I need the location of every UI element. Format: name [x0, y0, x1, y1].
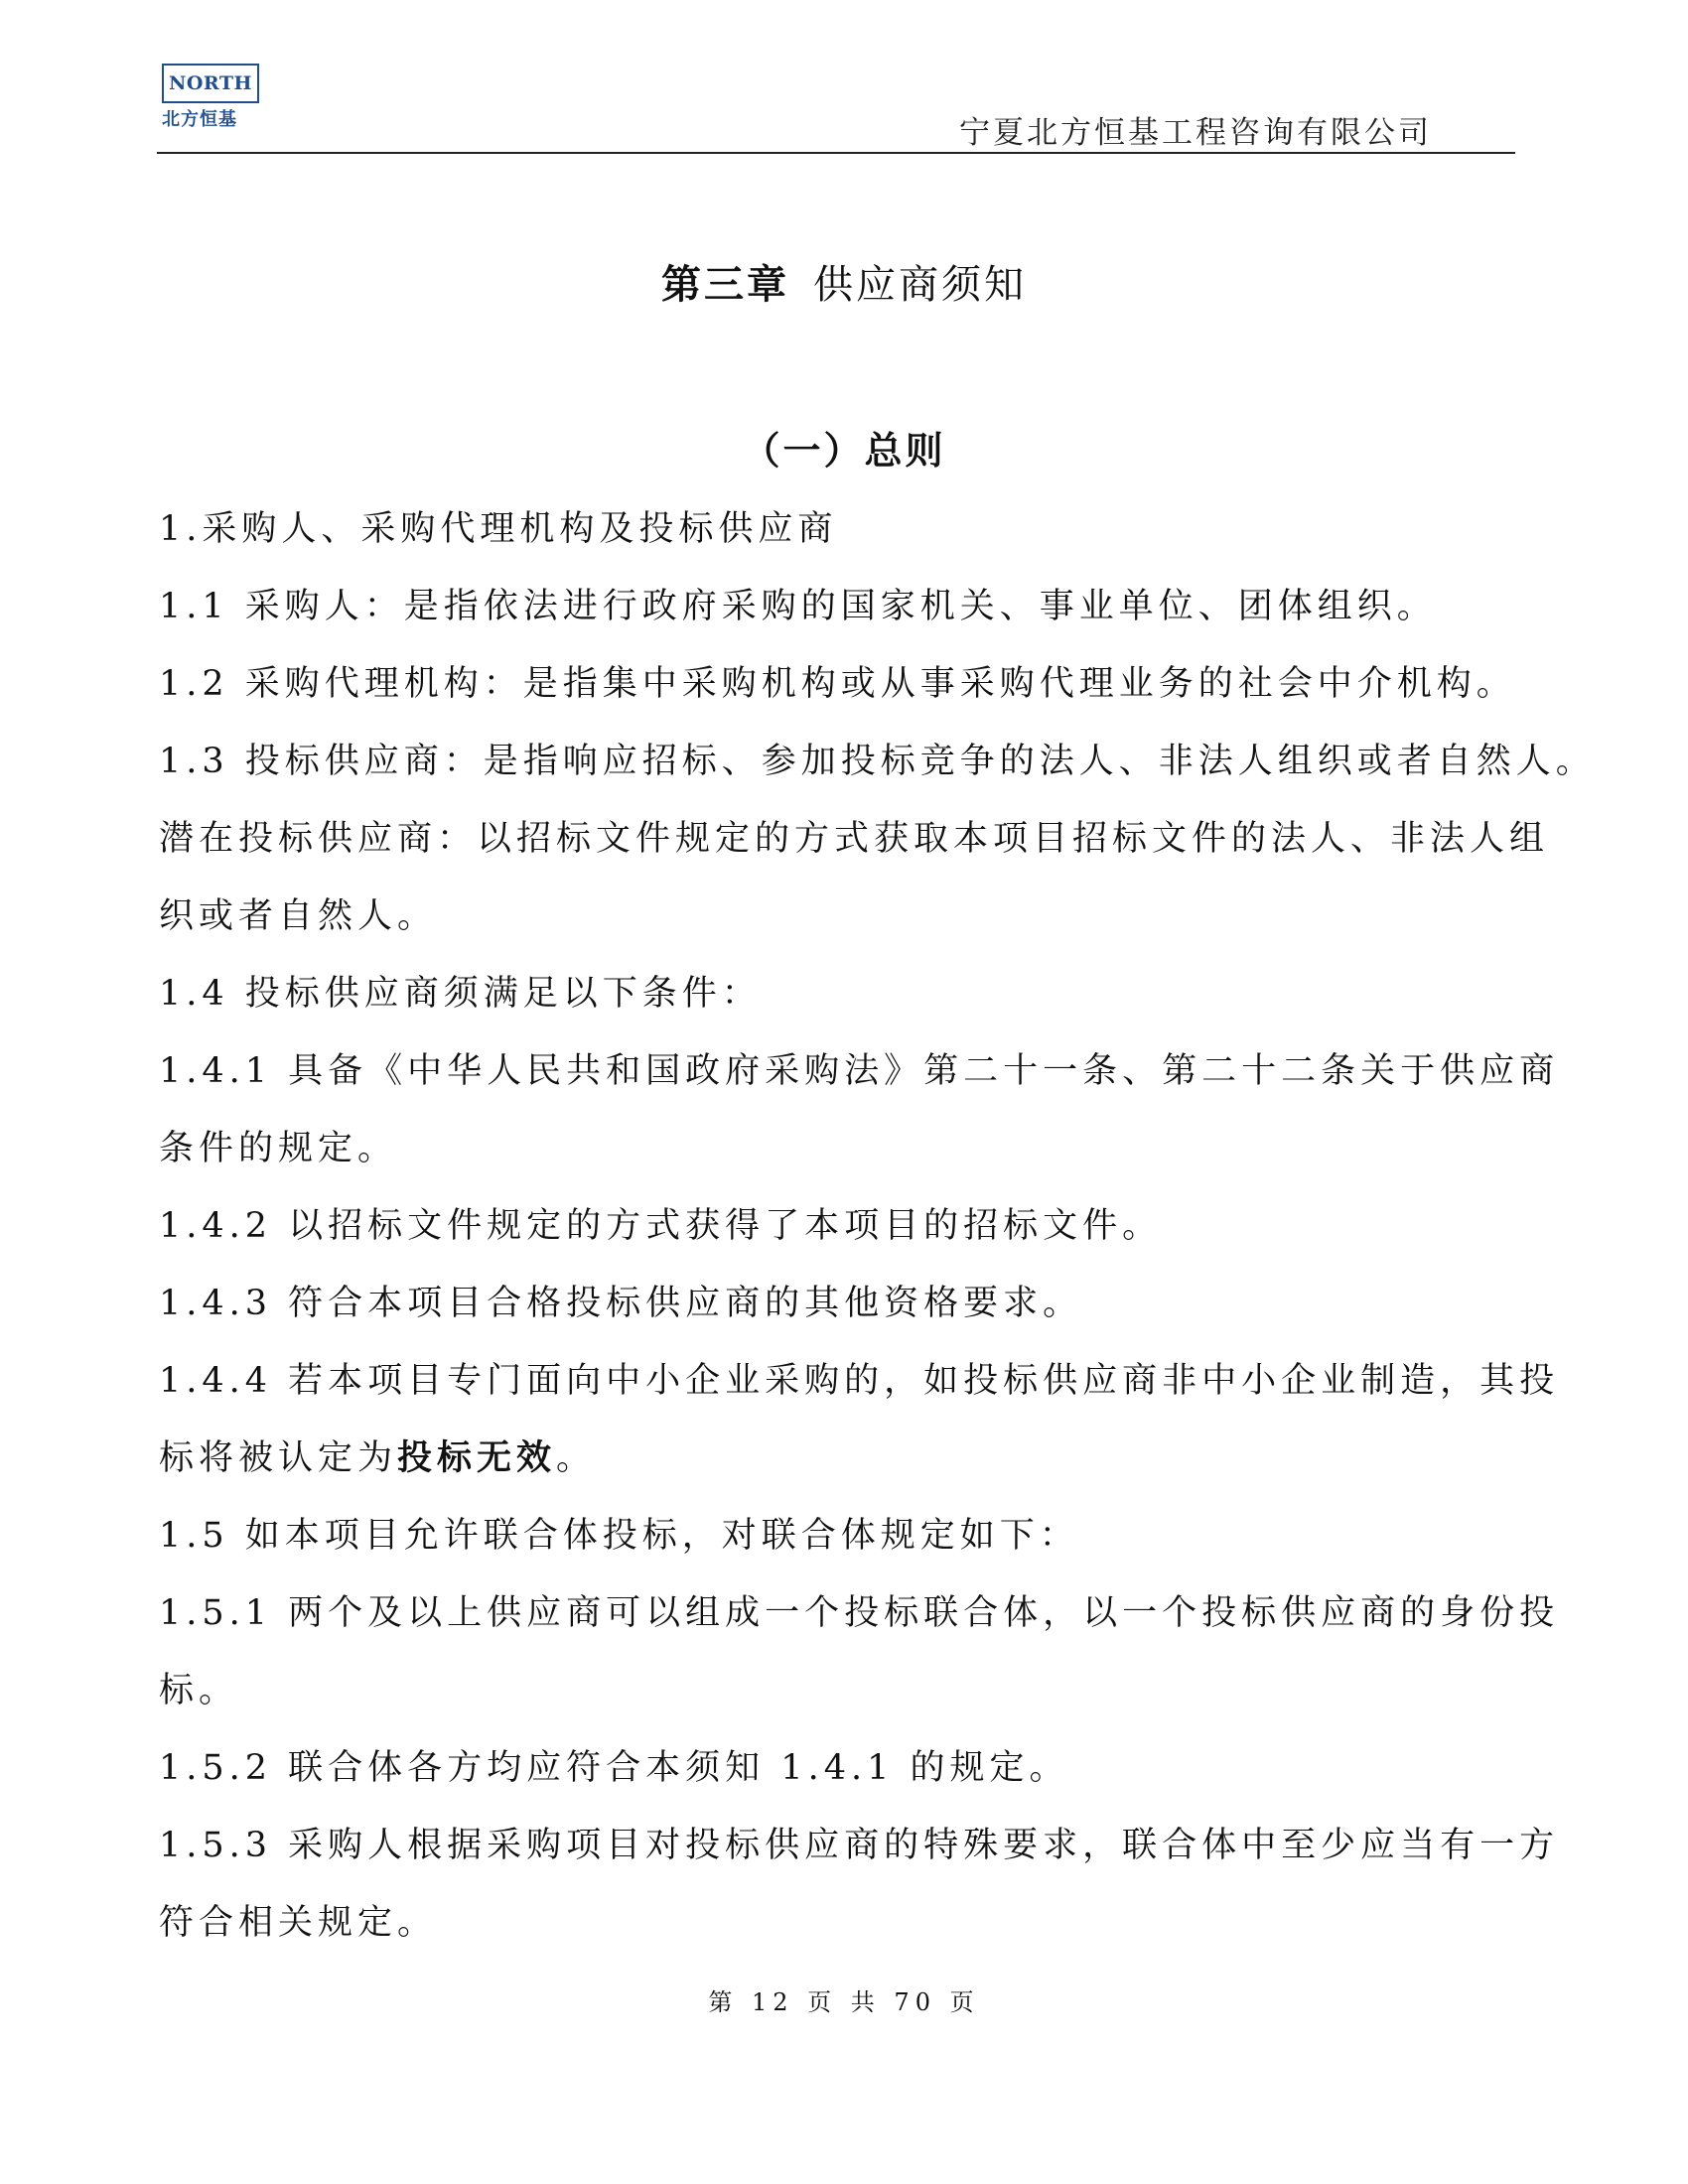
body-line: 1.5.1 两个及以上供应商可以组成一个投标联合体，以一个投标供应商的身份投 [159, 1593, 1560, 1633]
page-number: 第 12 页 共 70 页 [708, 1988, 980, 2016]
body-line: 1.3 投标供应商：是指响应招标、参加投标竞争的法人、非法人组织或者自然人。 [159, 742, 1596, 781]
emphasis-bold: 投标无效 [397, 1438, 557, 1478]
company-logo [162, 64, 261, 131]
body-line-emphasis [159, 1420, 1519, 1497]
chapter-title [0, 253, 1688, 310]
company-name: 宁夏北方恒基工程咨询有限公司 [959, 115, 1432, 151]
body-line: 1.4.1 具备《中华人民共和国政府采购法》第二十一条、第二十二条关于供应商 [159, 1051, 1560, 1091]
chapter-number: 第三章 [661, 262, 789, 308]
body-line: 1.采购人、采购代理机构及投标供应商 [159, 509, 838, 549]
body-line: 1.5.3 采购人根据采购项目对投标供应商的特殊要求，联合体中至少应当有一方 [159, 1826, 1560, 1865]
body-line: 1.4.2 以招标文件规定的方式获得了本项目的招标文件。 [159, 1206, 1163, 1246]
body-line: 1.4 投标供应商须满足以下条件： [159, 974, 762, 1014]
body-line: 织或者自然人。 [159, 896, 438, 936]
body-line: 1.2 采购代理机构：是指集中采购机构或从事采购代理业务的社会中介机构。 [159, 664, 1516, 704]
body-line: 1.5 如本项目允许联合体投标，对联合体规定如下： [159, 1516, 1079, 1556]
logo-subtext: 北方恒基 [162, 109, 237, 130]
body-line: 符合相关规定。 [159, 1903, 438, 1943]
body-line: 标。 [159, 1671, 239, 1710]
body-line: 条件的规定。 [159, 1129, 398, 1168]
body-line: 1.1 采购人：是指依法进行政府采购的国家机关、事业单位、团体组织。 [159, 587, 1437, 626]
document-body [159, 490, 1596, 1962]
chapter-name: 供应商须知 [813, 262, 1027, 308]
logo-box: NORTH [162, 64, 259, 103]
header-divider [157, 152, 1515, 154]
emphasis-after: 。 [556, 1438, 597, 1478]
section-title: （一）总则 [742, 429, 946, 473]
body-line: 潜在投标供应商：以招标文件规定的方式获取本项目招标文件的法人、非法人组 [159, 819, 1550, 859]
body-line: 1.4.3 符合本项目合格投标供应商的其他资格要求。 [159, 1284, 1083, 1323]
body-line: 1.4.4 若本项目专门面向中小企业采购的，如投标供应商非中小企业制造，其投 [159, 1361, 1560, 1401]
emphasis-before: 标将被认定为 [159, 1438, 398, 1478]
body-line: 1.5.2 联合体各方均应符合本须知 1.4.1 的规定。 [159, 1748, 1069, 1788]
